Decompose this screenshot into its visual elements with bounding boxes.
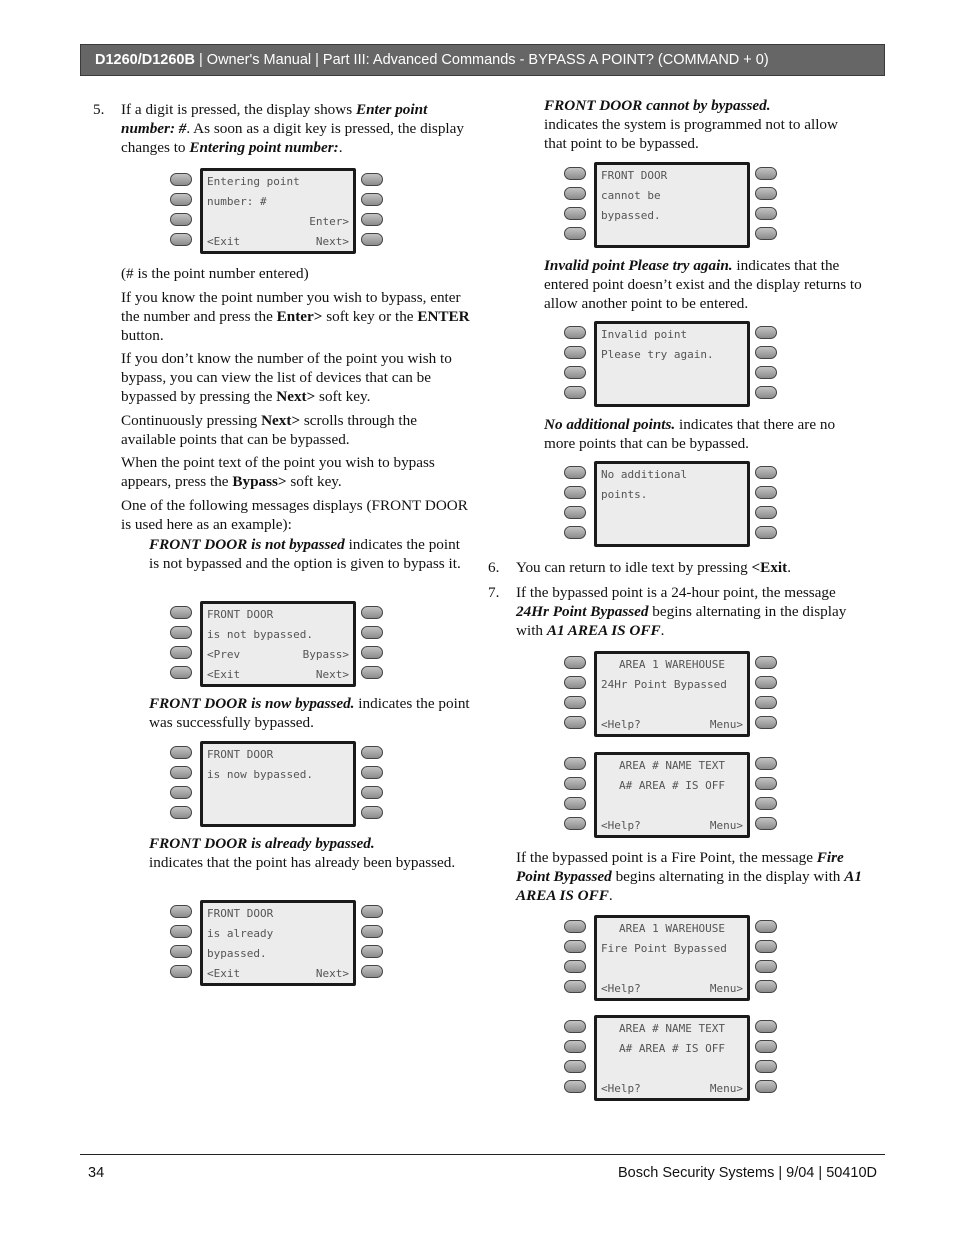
keypad-soft-key — [170, 965, 192, 978]
message-now-bypassed: FRONT DOOR is now bypassed. indicates the point was successfully bypassed. — [149, 695, 470, 731]
keypad-soft-key — [564, 777, 586, 790]
keypad-soft-key — [564, 817, 586, 830]
step-number: 7. — [488, 584, 500, 601]
footer-divider — [80, 1154, 885, 1155]
keypad-soft-key — [170, 766, 192, 779]
lcd-line: A# AREA # IS OFF — [619, 779, 725, 792]
lcd-screen — [200, 601, 356, 687]
keypad-soft-key — [361, 193, 383, 206]
keypad-soft-key — [564, 506, 586, 519]
lcd-line: Entering point — [207, 175, 300, 188]
keypad-soft-key — [755, 1040, 777, 1053]
keypad-soft-key — [564, 716, 586, 729]
keypad-display — [564, 915, 788, 1011]
keypad-soft-key — [564, 696, 586, 709]
lcd-line: AREA 1 WAREHOUSE — [619, 922, 725, 935]
lcd-line: AREA # NAME TEXT — [619, 759, 725, 772]
keypad-soft-key — [755, 486, 777, 499]
keypad-soft-key — [170, 233, 192, 246]
fire-point-text: If the bypassed point is a Fire Point, the message Fire Point Bypassed begins alternating in the display with A1 AREA IS OFF. — [516, 849, 862, 904]
lcd-line: points. — [601, 488, 648, 501]
keypad-soft-key — [564, 1080, 586, 1093]
keypad-soft-key — [564, 366, 586, 379]
keypad-soft-key — [755, 187, 777, 200]
keypad-soft-key — [755, 227, 777, 240]
lcd-line: FRONT DOOR — [207, 748, 274, 761]
keypad-soft-key — [755, 960, 777, 973]
keypad-soft-key — [755, 676, 777, 689]
keypad-soft-key — [755, 1060, 777, 1073]
keypad-soft-key — [564, 227, 586, 240]
lcd-line: <Help? — [601, 819, 641, 832]
keypad-soft-key — [564, 526, 586, 539]
lcd-line: is already — [207, 927, 274, 940]
lcd-screen — [594, 1015, 750, 1101]
keypad-soft-key — [755, 797, 777, 810]
keypad-soft-key — [755, 386, 777, 399]
keypad-soft-key — [755, 167, 777, 180]
paragraph-press-bypass: When the point text of the point you wish to bypass appears, press the Bypass> soft key. — [121, 454, 435, 490]
keypad-soft-key — [361, 626, 383, 639]
lcd-line: Fire Point Bypassed — [601, 942, 727, 955]
step-7-text: If the bypassed point is a 24-hour point, the message 24Hr Point Bypassed begins alternating in the display with A1 AREA IS OFF. — [516, 584, 847, 639]
lcd-line: bypassed. — [601, 209, 661, 222]
lcd-line: Next> — [315, 967, 349, 980]
header-bar — [80, 44, 885, 76]
step-number: 6. — [488, 559, 500, 576]
keypad-display — [564, 1015, 788, 1111]
keypad-display — [564, 651, 788, 747]
keypad-soft-key — [564, 676, 586, 689]
lcd-line: AREA 1 WAREHOUSE — [619, 658, 725, 671]
lcd-screen — [200, 741, 356, 827]
keypad-soft-key — [755, 1080, 777, 1093]
lcd-line: Please try again. — [601, 348, 714, 361]
keypad-display — [564, 461, 788, 557]
keypad-soft-key — [170, 666, 192, 679]
lcd-line: Menu> — [709, 982, 743, 995]
keypad-soft-key — [755, 207, 777, 220]
keypad-soft-key — [564, 466, 586, 479]
keypad-soft-key — [361, 786, 383, 799]
message-invalid-point: Invalid point Please try again. indicates that the entered point doesn’t exist and the display returns to allow another point to be entered. — [544, 257, 862, 312]
keypad-soft-key — [361, 606, 383, 619]
lcd-screen — [200, 168, 356, 254]
keypad-soft-key — [170, 746, 192, 759]
keypad-soft-key — [755, 696, 777, 709]
message-not-bypassed: FRONT DOOR is not bypassed indicates the point is not bypassed and the option is given to bypass it. — [149, 536, 461, 572]
lcd-line: Bypass> — [302, 648, 349, 661]
lcd-screen — [200, 900, 356, 986]
keypad-soft-key — [755, 716, 777, 729]
keypad-soft-key — [564, 757, 586, 770]
lcd-line: AREA # NAME TEXT — [619, 1022, 725, 1035]
keypad-soft-key — [564, 656, 586, 669]
keypad-soft-key — [755, 656, 777, 669]
keypad-soft-key — [361, 173, 383, 186]
keypad-soft-key — [755, 817, 777, 830]
keypad-soft-key — [361, 806, 383, 819]
keypad-soft-key — [361, 925, 383, 938]
keypad-soft-key — [170, 173, 192, 186]
keypad-soft-key — [755, 526, 777, 539]
footer-publisher: Bosch Security Systems | 9/04 | 50410D — [618, 1165, 877, 1181]
keypad-soft-key — [755, 1020, 777, 1033]
lcd-line: is not bypassed. — [207, 628, 313, 641]
keypad-soft-key — [564, 346, 586, 359]
keypad-display — [170, 601, 394, 697]
message-already-bypassed: FRONT DOOR is already bypassed. indicates that the point has already been bypassed. — [149, 835, 456, 871]
lcd-screen — [594, 651, 750, 737]
keypad-soft-key — [361, 666, 383, 679]
lcd-screen — [594, 915, 750, 1001]
keypad-soft-key — [361, 746, 383, 759]
lcd-line: FRONT DOOR — [207, 907, 274, 920]
lcd-line: <Exit — [207, 235, 241, 248]
keypad-soft-key — [361, 945, 383, 958]
keypad-display — [170, 900, 394, 996]
keypad-soft-key — [564, 980, 586, 993]
keypad-soft-key — [564, 486, 586, 499]
lcd-line: Menu> — [709, 718, 743, 731]
keypad-soft-key — [755, 920, 777, 933]
keypad-display — [170, 741, 394, 837]
keypad-soft-key — [564, 1040, 586, 1053]
lcd-line: is now bypassed. — [207, 768, 313, 781]
keypad-soft-key — [755, 757, 777, 770]
keypad-soft-key — [170, 945, 192, 958]
lcd-line: Menu> — [709, 819, 743, 832]
keypad-soft-key — [755, 506, 777, 519]
lcd-line: <Help? — [601, 718, 641, 731]
keypad-soft-key — [564, 1020, 586, 1033]
keypad-soft-key — [564, 167, 586, 180]
keypad-soft-key — [564, 187, 586, 200]
lcd-screen — [594, 321, 750, 407]
keypad-display — [170, 168, 394, 264]
paragraph-know-point: If you know the point number you wish to bypass, enter the number and press the Enter> soft key or the ENTER button. — [121, 289, 470, 344]
page-number: 34 — [88, 1165, 105, 1181]
keypad-soft-key — [170, 193, 192, 206]
keypad-soft-key — [564, 960, 586, 973]
point-number-note: (# is the point number entered) — [121, 265, 309, 282]
keypad-soft-key — [361, 233, 383, 246]
step-6-text: You can return to idle text by pressing <Exit. — [516, 559, 791, 576]
message-cannot-bypass: FRONT DOOR cannot by bypassed. indicates the system is programmed not to allow that point to be bypassed. — [544, 97, 838, 152]
lcd-line: cannot be — [601, 189, 661, 202]
keypad-soft-key — [170, 626, 192, 639]
lcd-screen — [594, 752, 750, 838]
keypad-display — [564, 752, 788, 848]
keypad-soft-key — [564, 920, 586, 933]
lcd-line: A# AREA # IS OFF — [619, 1042, 725, 1055]
lcd-line: <Help? — [601, 1082, 641, 1095]
keypad-display — [564, 321, 788, 417]
keypad-soft-key — [755, 777, 777, 790]
keypad-soft-key — [170, 646, 192, 659]
header-title: D1260/D1260B | Owner's Manual | Part III: Advanced Commands - BYPASS A POINT? (COMMAND + 0) — [95, 52, 769, 68]
lcd-line: Next> — [315, 235, 349, 248]
keypad-soft-key — [755, 366, 777, 379]
keypad-soft-key — [755, 326, 777, 339]
paragraph-continuous-next: Continuously pressing Next> scrolls through the available points that can be bypassed. — [121, 412, 417, 448]
keypad-soft-key — [361, 213, 383, 226]
lcd-line: <Prev — [207, 648, 241, 661]
lcd-line: FRONT DOOR — [207, 608, 274, 621]
keypad-soft-key — [564, 386, 586, 399]
keypad-soft-key — [170, 786, 192, 799]
keypad-soft-key — [170, 806, 192, 819]
message-no-additional: No additional points. indicates that there are no more points that can be bypassed. — [544, 416, 836, 452]
keypad-soft-key — [755, 940, 777, 953]
keypad-soft-key — [755, 346, 777, 359]
keypad-soft-key — [170, 606, 192, 619]
lcd-screen — [594, 461, 750, 547]
paragraph-messages-intro: One of the following messages displays (FRONT DOOR is used here as an example): — [121, 497, 468, 533]
keypad-soft-key — [564, 1060, 586, 1073]
lcd-line: <Help? — [601, 982, 641, 995]
lcd-line: 24Hr Point Bypassed — [601, 678, 727, 691]
lcd-line: Enter> — [309, 215, 349, 228]
keypad-soft-key — [170, 925, 192, 938]
paragraph-dont-know-point: If you don’t know the number of the point you wish to bypass, you can view the list of devices that can be bypassed by pressing the Next> soft key. — [121, 350, 452, 405]
keypad-soft-key — [564, 797, 586, 810]
keypad-soft-key — [361, 766, 383, 779]
lcd-line: bypassed. — [207, 947, 267, 960]
keypad-soft-key — [361, 646, 383, 659]
keypad-soft-key — [361, 905, 383, 918]
step-5-text: If a digit is pressed, the display shows Enter point number: #. As soon as a digit key is pressed, the display changes to Entering point number:. — [121, 101, 464, 156]
lcd-line: Invalid point — [601, 328, 688, 341]
lcd-line: <Exit — [207, 668, 241, 681]
lcd-line: Next> — [315, 668, 349, 681]
lcd-line: No additional — [601, 468, 688, 481]
keypad-soft-key — [564, 207, 586, 220]
keypad-soft-key — [564, 940, 586, 953]
lcd-line: number: # — [207, 195, 267, 208]
lcd-line: Menu> — [709, 1082, 743, 1095]
keypad-soft-key — [755, 466, 777, 479]
keypad-soft-key — [564, 326, 586, 339]
step-number: 5. — [93, 101, 105, 118]
keypad-display — [564, 162, 788, 258]
lcd-screen — [594, 162, 750, 248]
lcd-line: <Exit — [207, 967, 241, 980]
keypad-soft-key — [755, 980, 777, 993]
lcd-line: FRONT DOOR — [601, 169, 668, 182]
keypad-soft-key — [170, 905, 192, 918]
keypad-soft-key — [361, 965, 383, 978]
keypad-soft-key — [170, 213, 192, 226]
